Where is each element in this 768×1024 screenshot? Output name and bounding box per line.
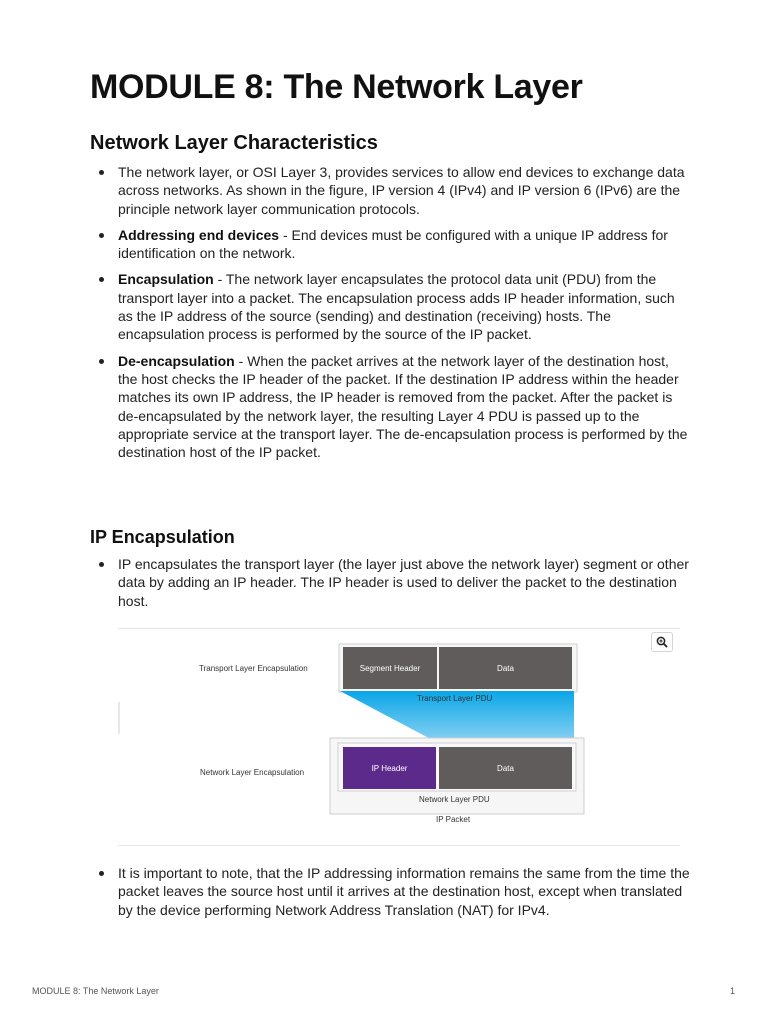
- list-item-text: - The network layer encapsulates the protocol data unit (PDU) from the transport layer into a packet. The encapsulation process adds IP header information, such as the IP address of the source (sending) and destination (receiving) hosts. The encapsulation process is performed by the source of the IP packet.: [118, 271, 675, 343]
- footer-page-number: 1: [730, 986, 736, 996]
- list-item-term: De-encapsulation: [118, 352, 235, 369]
- zoom-in-button[interactable]: [651, 632, 673, 652]
- section-heading-characteristics: Network Layer Characteristics: [90, 132, 378, 154]
- list-item: [90, 270, 690, 343]
- list-item: [90, 864, 690, 919]
- encapsulation-figure: [118, 628, 680, 846]
- network-pdu-label: Network Layer PDU: [419, 795, 490, 804]
- list-item-text: - When the packet arrives at the network layer of the destination host, the host checks the IP header of the packet. If the destination IP address within the header matches its own IP address, the IP header is removed from the packet. After the packet is de-encapsulated by the network layer, the resulting Layer 4 PDU is passed up to the appropriate service at the transport layer. The de-encapsulation process is performed by the destination host of the IP packet.: [118, 352, 688, 461]
- transport-pdu-label: Transport Layer PDU: [417, 694, 493, 703]
- list-item-text: The network layer, or OSI Layer 3, provides services to allow end devices to exchange data across networks. As shown in the figure, IP version 4 (IPv4) and IP version 6 (IPv6) are the principle network layer communication protocols.: [118, 164, 685, 217]
- figure-bottom-divider: [118, 845, 680, 846]
- data-box-bottom: Data: [439, 747, 572, 789]
- page-title: MODULE 8: The Network Layer: [90, 68, 583, 106]
- list-item: [90, 352, 690, 462]
- ip-addressing-note-list: [90, 864, 690, 927]
- list-item: [90, 163, 690, 218]
- list-item: [90, 555, 690, 610]
- zoom-in-icon: [656, 636, 668, 648]
- ip-packet-label: IP Packet: [436, 815, 471, 824]
- list-item-text: - End devices must be configured with a unique IP address for identification on the network.: [118, 226, 668, 262]
- list-item-term: Encapsulation: [118, 271, 214, 288]
- footer-title: MODULE 8: The Network Layer: [32, 986, 159, 996]
- transport-encapsulation-label: Transport Layer Encapsulation: [199, 664, 308, 673]
- data-box-top: Data: [439, 647, 572, 689]
- figure-left-edge: [118, 702, 120, 734]
- ip-header-box: IP Header: [343, 747, 436, 789]
- list-item-text: It is important to note, that the IP addressing information remains the same from the time the packet leaves the source host until it arrives at the destination host, except when translated by the device performing Network Address Translation (NAT) for IPv4.: [118, 865, 690, 918]
- segment-header-box: Segment Header: [343, 647, 437, 689]
- list-item: [90, 226, 690, 263]
- section-heading-ip-encapsulation: IP Encapsulation: [90, 527, 235, 547]
- list-item-text: IP encapsulates the transport layer (the layer just above the network layer) segment or other data by adding an IP header. The IP header is used to deliver the packet to the destination host.: [118, 556, 689, 609]
- ip-encapsulation-list: [90, 555, 690, 618]
- list-item-term: Addressing end devices: [118, 226, 280, 243]
- network-encapsulation-label: Network Layer Encapsulation: [200, 768, 305, 777]
- characteristics-list: [90, 163, 690, 469]
